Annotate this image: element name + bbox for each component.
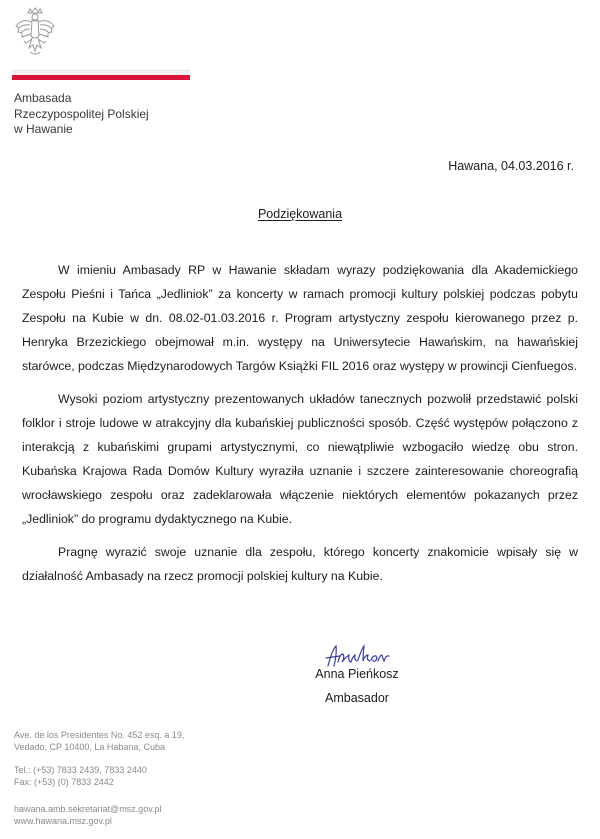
body-paragraph: W imieniu Ambasady RP w Hawanie składam wyrazy podziękowania dla Akademickiego Zespołu Pieśni i Tańca „Jedliniok” za koncerty w ramach promocji kultury polskiej podczas pobytu Zespołu na Kubie w dn. 08.02-01.03.2016 r. Program artystyczny zespołu kierowanego przez p. Henryka Brzezickiego obejmował m.in. występy na Uniwersytecie Hawańskim, na hawańskiej starówce, podczas Międzynarodowych Targów Książki FIL 2016 oraz występy w prowincji Cienfuegos.: [22, 263, 578, 373]
footer-phones: [14, 764, 147, 788]
letter-date: Hawana, 04.03.2016 r.: [448, 159, 574, 173]
signer-name: Anna Pieńkosz: [315, 667, 399, 681]
polish-flag-stripe: [12, 70, 190, 80]
footer-address-line: Ave. de los Presidentes No. 452 esq. a 19,: [14, 730, 185, 740]
letter-title: Podziękowania: [257, 207, 343, 221]
body-paragraph: Pragnę wyrazić swoje uznanie dla zespołu, którego koncerty znakomicie wpisały się w działalność Ambasady na rzecz promocji polskiej kultury na Kubie.: [22, 545, 578, 583]
signer-role: Ambasador: [325, 691, 389, 705]
footer-fax-line: Fax: (+53) (0) 7833 2442: [14, 777, 114, 787]
footer-website: www.hawana.msz.gov.pl: [14, 816, 112, 826]
sender-line: w Hawanie: [14, 122, 73, 136]
letter-body: [22, 258, 578, 597]
sender-block: [14, 91, 149, 138]
footer-phone-line: Tel.: (+53) 7833 2439, 7833 2440: [14, 765, 147, 775]
sender-line: Ambasada: [14, 91, 72, 105]
footer-address-line: Vedado, CP 10400, La Habana, Cuba: [14, 742, 165, 752]
sender-line: Rzeczypospolitej Polskiej: [14, 106, 149, 121]
footer-email: hawana.amb.sekretariat@msz.gov.pl: [14, 804, 162, 814]
footer-address: [14, 729, 184, 753]
flag-red-stripe: [12, 75, 190, 80]
body-paragraph: Wysoki poziom artystyczny prezentowanych układów tanecznych pozwolił przedstawić polski folklor i stroje ludowe w atrakcyjny dla kubańskiej publiczności sposób. Część występów połączono z interakcją z kubańskimi grupami artystycznymi, co niewątpliwie wzbogaciło wiedzę obu stron. Kubańska Krajowa Rada Domów Kultury wyraziła uznanie i szczere zainteresowanie choreografią wrocławskiego zespołu oraz zadeklarowała włączenie niektórych elementów pokazanych przez „Jedliniok” do programu dydaktycznego na Kubie.: [22, 392, 578, 526]
polish-eagle-icon: [12, 6, 58, 64]
letter-title-wrapper: [0, 207, 600, 221]
footer-contacts: [14, 803, 162, 827]
